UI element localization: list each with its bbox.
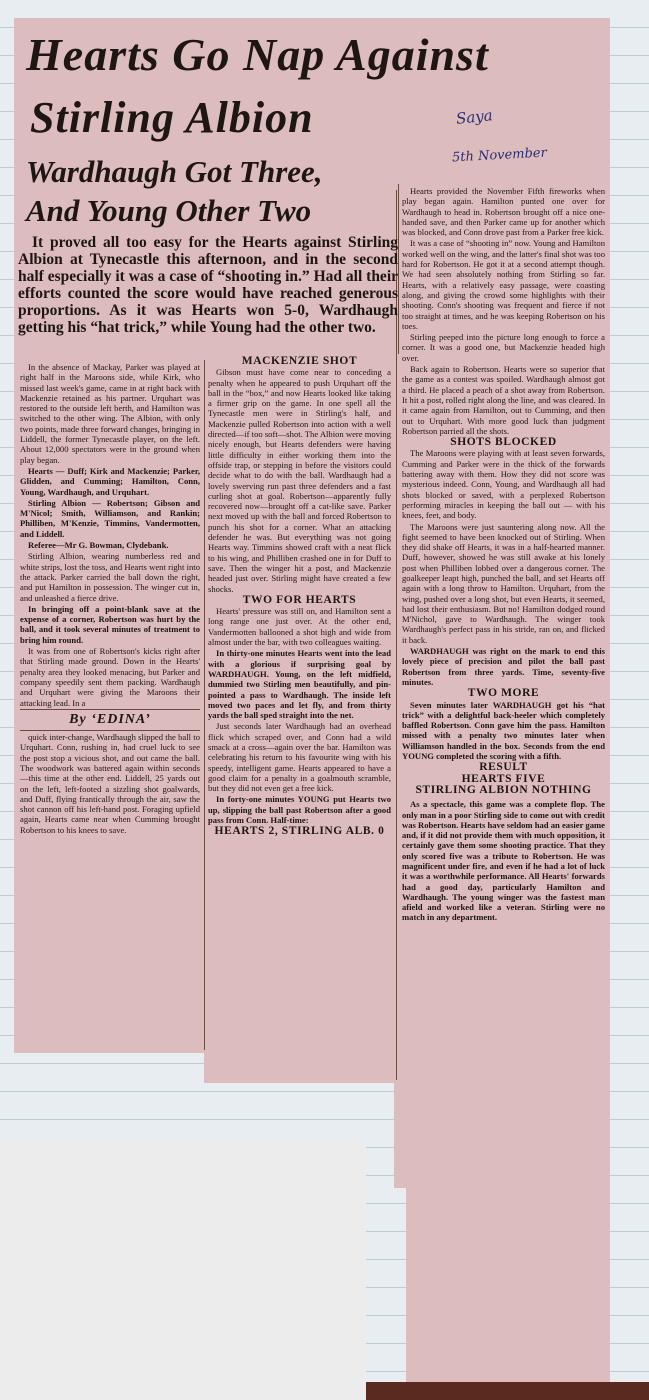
paragraph: In thirty-one minutes Hearts went into the lead with a glorious if surprising goal by WARDHAUGH. Young, on the left midfield, dummied two Stirling men beautifully, and pin-pointed a pass to Wardhaugh. The inside left moved two paces and let fly, and from thirty yards the ball sped straight into the net.	[208, 648, 391, 721]
section-heading: TWO MORE	[467, 687, 540, 700]
section-heading: MACKENZIE SHOT	[241, 356, 358, 367]
headline-line-1: Hearts Go Nap Against	[26, 29, 489, 80]
hearts-lineup: Hearts — Duff; Kirk and Mackenzie; Parker, Glidden, and Cumming; Hamilton, Conn, Young, Wardhaugh, and Urquhart.	[20, 465, 200, 497]
stirling-lineup: Stirling Albion — Robertson; Gibson and M'Nicol; Smith, Williamson, and Rankin; Philliben, M'Kenzie, Timmins, Vandermotten, and Liddell.	[20, 497, 200, 539]
paragraph: In bringing off a point-blank save at the expense of a corner, Robertson was hurt by the ball, and it took several minutes of treatment to bring him round.	[20, 603, 200, 645]
paragraph: Gibson must have come near to conceding a penalty when he appeared to push Urquhart off the ball in the “box,” and now Hearts looked like taking a firmer grip on the game. In one spell all the Tynecastle men were in Stirling's half, and Mackenzie pulled Robertson into action with a well directed—if too soft—shot. The Albion were moving nicely enough, but Hearts defenders were having little difficulty in either working them into the offside trap, or stepping in before the visitors could decide what to do with the ball. Wardhaugh had a lovely swerving run past three defenders and a fast curling shot at goal. Robertson—apparently fully recovered now—brought off a cat-like save. Parker next moved up with the ball and forced Robertson to punch his shot for a corner. What an attacking defender he was. But everything was not going Hearts way. Timmins showed craft with a neat flick to his wing, and Philliben crashed one in for Duff to save. Then the winger hit a post, and Mackenzie headed just over. Stirling might have created a few shocks.	[208, 367, 391, 594]
halftime-score: HEARTS 2, STIRLING ALB. 0	[214, 825, 385, 838]
paragraph: WARDHAUGH was right on the mark to end this lovely piece of precision and pilot the ball past Robertson from three yards. Time, seventy-five minutes.	[402, 646, 605, 687]
article-column-2	[208, 356, 391, 1078]
column-rule	[398, 184, 399, 354]
column-rule	[204, 360, 205, 1050]
subheadline-line-2: And Young Other Two	[26, 193, 312, 228]
subheadline-line-1: Wardhaugh Got Three,	[26, 154, 323, 189]
paragraph: Stirling Albion, wearing numberless red and white strips, lost the toss, and Hearts went right into the attack. Parker carried the ball down the right, and put Hamilton in possession. The winger cut in, and unleashed a fierce drive.	[20, 551, 200, 603]
paragraph: Back again to Robertson. Hearts were so superior that the game as a contest was spoiled. Wardhaugh almost got a third. He placed a peach of a shot away from Robertson. It hit a post, rolled right along the line, and was cleared. In it came again from Hamilton, out to Cumming, and then out to Urquhart. With more good luck than judgment Robertson parried all the shots.	[402, 364, 605, 436]
handwritten-note: Saya	[455, 106, 494, 128]
paragraph: In the absence of Mackay, Parker was played at right half in the Maroons side, while Kirk, who missed last week's game, came in at right back with Mackenzie retained as his partner. Urquhart was restored to the outside left berth, and Hamilton was switched to the other wing. The Albion, with only two points, made three forward changes, bringing in Liddell, the former Tynecastle player, on the left. About 12,000 spectators were in the ground when play began.	[20, 362, 200, 465]
article-column-3	[402, 186, 605, 1382]
paragraph: It was from one of Robertson's kicks right after that Stirling made ground. Down in the Hearts' penalty area they looked menacing, but Parker and company speedily sent them packing. Wardhaugh and Urquhart were giving the Maroons their attacking lead. In a	[20, 646, 200, 708]
paragraph: In forty-one minutes YOUNG put Hearts two up, slipping the ball past Robertson after a good pass from Conn. Half-time:	[208, 794, 391, 826]
headline-line-2: Stirling Albion	[30, 93, 314, 142]
result-line: HEARTS FIVE	[461, 772, 546, 785]
paragraph: Stirling peeped into the picture long enough to force a corner. It was a good one, but Mackenzie headed high over.	[402, 332, 605, 363]
section-heading: SHOTS BLOCKED	[450, 436, 557, 449]
paragraph: It was a case of “shooting in” now. Young and Hamilton worked well on the wing, and the latter's final shot was too hard for Robertson. He got it at a second attempt though. We had seen absolutely nothing from Stirling so far. Hearts, with a relatively easy passage, were coasting along, and giving the crowd some highlights with their shooting. Conn's shooting was frequent and fierce if not too straight at times, and he was keeping Robertson on his toes.	[402, 238, 605, 331]
paragraph: Seven minutes later WARDHAUGH got his “hat trick” with a delightful back-heeler which completely baffled Robertson. Conn gave him the pass. Hamilton missed with a penalty two minutes later when Williamson handled in the box. Seconds from the end YOUNG completed the scoring with a fifth.	[402, 699, 605, 762]
section-heading: RESULT	[479, 761, 528, 774]
paragraph: As a spectacle, this game was a complete flop. The only man in a poor Stirling side to come out with credit was Robertson. Hearts have seldom had an easier game and, if it did not provide them with much opposition, it certainly gave them some shooting practice. That they only scored five was a tribute to Robertson. He was magnificent under fire, and even if he had a lot of luck it was a worthwhile performance. All Hearts' forwards had a good day, particularly Hamilton and Wardhaugh. The young winger was the fastest man afield and worked like a veteran. Stirling were no match in any department.	[402, 799, 605, 923]
paragraph: The Maroons were just sauntering along now. All the fight seemed to have been knocked out of Stirling. When they did shake off Hearts, it was in a half-hearted manner. Duff, however, showed he was still awake at his lonely post when Philliben lobbed over a dangerous corner. The goalkeeper leapt high, punched the ball, and set Hearts off again with a long throw to Hamilton. Urquhart, from the wing, pushed over a long shot, but even Hearts, it seemed, had lost their enthusiasm. But no! Hamilton dodged round M'Nichol, gave to Wardhaugh. The winger took Wardhaugh's perfect pass in his stride, ran on, and flicked it back.	[402, 521, 605, 645]
referee: Referee—Mr G. Bowman, Clydebank.	[28, 540, 169, 551]
paragraph: Just seconds later Wardhaugh had an overhead flick which scraped over, and Conn had a wild smack at a cross—again over the bar. Hamilton was celebrating his return to his favourite wing with his speedy, intelligent game. Hearts appeared to have a good claim for a penalty in a goalmouth scramble, but they did not even get a free kick.	[208, 721, 391, 794]
paragraph: Hearts provided the November Fifth fireworks when play began again. Hamilton punted one over for Wardhaugh to head in. Robertson brought off a nice one-handed save, and then Parker came up for another which was blocked, and Conn drove past from a Parker free kick.	[402, 186, 605, 238]
paragraph: quick inter-change, Wardhaugh slipped the ball to Urquhart. Conn, rushing in, had cruel luck to see the post stop a vicious shot, and out came the ball. The woodwork was battered again within seconds—this time at the other end. Liddell, 25 yards out on the left, left-footed a sizzling shot goalwards, and Duff, flying frantically through the air, saw the shot cannon off his left-hand post. Foraging upfield again, Hearts came near when Cumming brought Robertson to his knees to save.	[20, 732, 200, 835]
section-heading: TWO FOR HEARTS	[242, 593, 357, 606]
article-column-1	[20, 362, 200, 1047]
byline: By ‘EDINA’	[20, 709, 200, 731]
paragraph: Hearts' pressure was still on, and Hamilton sent a long range one just over. At the other end, Vandermotten ballooned a shot high and wide from almost under the bar, with two colleagues waiting.	[208, 606, 391, 648]
result-line: STIRLING ALBION NOTHING	[415, 783, 592, 796]
scrapbook-edge	[366, 1382, 649, 1400]
paragraph: The Maroons were playing with at least seven forwards, Cumming and Parker were in the thick of the forwards battering away with them. How they did not score was mysterious indeed. Conn, Young, and Wardhaugh all had shots blocked or saved, with a perplexed Robertson performing miracles in keeping the ball out — with his knees, feet, and body.	[402, 448, 605, 521]
handwritten-date: 5th November	[451, 145, 548, 166]
blank-scrapbook-patch	[0, 1142, 366, 1400]
intro-paragraph: It proved all too easy for the Hearts against Stirling Albion at Tynecastle this afternoon, and in the second half especially it was a case of “shooting in.” Had all their efforts counted the score would have reached generous proportions. As it was Hearts won 5-0, Wardhaugh getting his “hat trick,” while Young had the other two.	[18, 234, 398, 336]
